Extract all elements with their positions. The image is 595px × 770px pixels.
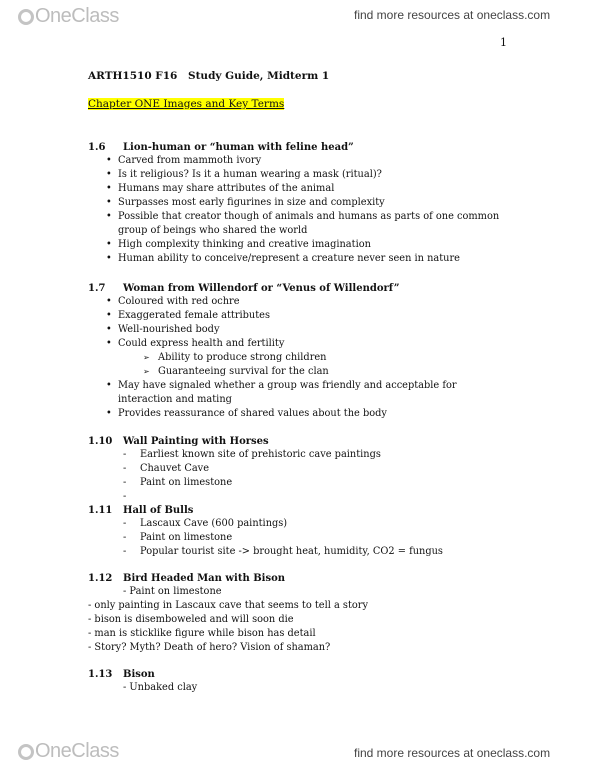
section-number: 1.6	[88, 141, 106, 153]
list-item: - Popular tourist site -> brought heat, humidity, CO2 = fungus	[88, 545, 443, 559]
section-1-11	[88, 503, 443, 559]
list-item: - Lascaux Cave (600 paintings)	[88, 517, 443, 531]
section-heading	[88, 571, 368, 585]
list-item: - Paint on limestone	[88, 531, 443, 545]
list-item: - Earliest known site of prehistoric cave paintings	[88, 448, 381, 462]
list-item: - only painting in Lascaux cave that seems to tell a story	[88, 600, 369, 611]
list-item: • Is it religious? Is it a human wearing a mask (ritual)?	[88, 168, 499, 182]
section-title: Hall of Bulls	[123, 504, 194, 516]
section-heading	[88, 140, 499, 154]
logo-ring-icon	[18, 744, 34, 760]
section-1-7	[88, 281, 457, 421]
section-title: Bird Headed Man with Bison	[123, 572, 286, 584]
section-1-6	[88, 140, 499, 266]
section-title: Woman from Willendorf or “Venus of Willendorf”	[123, 282, 400, 294]
list-item: • Carved from mammoth ivory	[88, 154, 499, 168]
list-item: ➢ Ability to produce strong children	[88, 351, 457, 365]
list-item: • Well-nourished body	[88, 323, 457, 337]
oneclass-logo-footer	[18, 740, 119, 763]
list-item: • Possible that creator though of animals and humans as parts of one common	[88, 210, 499, 224]
list-item: • High complexity thinking and creative imagination	[88, 238, 499, 252]
logo-text: OneClass	[35, 740, 119, 762]
list-item: • Coloured with red ochre	[88, 295, 457, 309]
oneclass-logo	[18, 5, 119, 28]
header-tagline[interactable]: find more resources at oneclass.com	[354, 8, 551, 22]
section-1-12	[88, 571, 368, 655]
section-title: Lion-human or “human with feline head”	[123, 141, 354, 153]
logo-ring-icon	[18, 9, 34, 25]
list-item: interaction and mating	[118, 394, 232, 405]
list-item: - Story? Myth? Death of hero? Vision of shaman?	[88, 642, 331, 653]
list-item: • Exaggerated female attributes	[88, 309, 457, 323]
section-1-10	[88, 434, 381, 504]
section-heading	[88, 434, 381, 448]
section-title: Bison	[123, 668, 155, 680]
list-item: • Provides reassurance of shared values about the body	[88, 407, 457, 421]
section-number: 1.11	[88, 504, 113, 516]
section-number: 1.7	[88, 282, 106, 294]
list-item: - Chauvet Cave	[88, 462, 381, 476]
document-title: Study Guide, Midterm 1	[188, 70, 330, 82]
list-item	[88, 490, 381, 504]
section-number: 1.13	[88, 668, 113, 680]
list-item: - Unbaked clay	[123, 682, 198, 693]
section-1-13	[88, 667, 197, 695]
section-heading	[88, 667, 197, 681]
list-item: - bison is disemboweled and will soon die	[88, 614, 294, 625]
list-item: - Paint on limestone	[123, 586, 222, 597]
section-heading	[88, 503, 443, 517]
list-item: ➢ Guaranteeing survival for the clan	[88, 365, 457, 379]
footer-tagline[interactable]: find more resources at oneclass.com	[354, 746, 551, 760]
document-header	[88, 70, 329, 82]
section-number: 1.10	[88, 435, 113, 447]
section-number: 1.12	[88, 572, 113, 584]
page-number: 1	[500, 36, 507, 49]
list-item: • Surpasses most early figurines in size and complexity	[88, 196, 499, 210]
list-item: • May have signaled whether a group was friendly and acceptable for	[88, 379, 457, 393]
list-item: - Paint on limestone	[88, 476, 381, 490]
list-item: - man is sticklike figure while bison has detail	[88, 628, 316, 639]
section-title: Wall Painting with Horses	[123, 435, 269, 447]
list-item: • Could express health and fertility	[88, 337, 457, 351]
list-item: group of beings who shared the world	[118, 225, 308, 236]
list-item: • Human ability to conceive/represent a creature never seen in nature	[88, 252, 499, 266]
logo-text: OneClass	[35, 5, 119, 27]
course-code: ARTH1510 F16	[88, 70, 178, 82]
list-item: • Humans may share attributes of the animal	[88, 182, 499, 196]
section-heading	[88, 281, 457, 295]
chapter-heading: Chapter ONE Images and Key Terms	[88, 98, 285, 110]
